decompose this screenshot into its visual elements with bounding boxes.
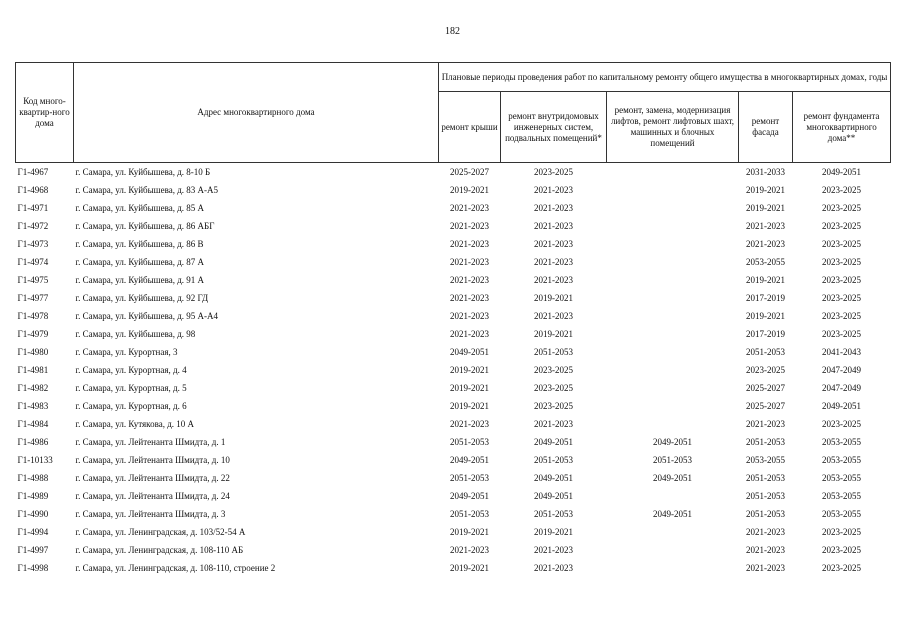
cell-elevators <box>607 307 739 325</box>
cell-address: г. Самара, ул. Лейтенанта Шмидта, д. 24 <box>75 491 230 501</box>
cell-address: г. Самара, ул. Куйбышева, д. 91 А <box>75 275 205 285</box>
cell-address: г. Самара, ул. Лейтенанта Шмидта, д. 22 <box>75 473 230 483</box>
header-facade: ремонт фасада <box>739 92 793 163</box>
header-address: Адрес многоквартирного дома <box>74 63 439 163</box>
cell-roof: 2025-2027 <box>450 167 489 177</box>
table-row <box>16 289 891 307</box>
cell-roof: 2021-2023 <box>450 419 489 429</box>
cell-engineering: 2051-2053 <box>534 455 573 465</box>
cell-foundation: 2023-2025 <box>822 221 862 231</box>
cell-address: г. Самара, ул. Курортная, 3 <box>75 347 178 357</box>
cell-engineering: 2049-2051 <box>534 491 573 501</box>
cell-foundation: 2053-2055 <box>822 491 862 501</box>
cell-code: Г1-4988 <box>17 473 49 483</box>
header-roof: ремонт крыши <box>439 92 501 163</box>
cell-engineering: 2021-2023 <box>534 545 573 555</box>
cell-elevators <box>607 559 739 577</box>
cell-roof: 2021-2023 <box>450 329 489 339</box>
cell-address: г. Самара, ул. Лейтенанта Шмидта, д. 3 <box>75 509 226 519</box>
cell-code: Г1-4994 <box>17 527 49 537</box>
cell-address: г. Самара, ул. Лейтенанта Шмидта, д. 10 <box>75 455 230 465</box>
cell-address: г. Самара, ул. Куйбышева, д. 95 А-А4 <box>75 311 219 321</box>
cell-facade: 2025-2027 <box>746 383 785 393</box>
cell-elevators: 2049-2051 <box>653 473 692 483</box>
cell-elevators <box>607 361 739 379</box>
cell-facade: 2019-2021 <box>746 275 785 285</box>
cell-roof: 2019-2021 <box>450 401 489 411</box>
cell-engineering: 2023-2025 <box>534 401 573 411</box>
cell-address: г. Самара, ул. Куйбышева, д. 87 А <box>75 257 205 267</box>
cell-engineering: 2023-2025 <box>534 383 573 393</box>
table-row <box>16 487 891 505</box>
page-number: 182 <box>445 26 460 37</box>
capital-repair-table <box>15 62 891 577</box>
cell-address: г. Самара, ул. Куйбышева, д. 83 А-А5 <box>75 185 219 195</box>
cell-elevators <box>607 235 739 253</box>
cell-code: Г1-4972 <box>17 221 49 231</box>
cell-engineering: 2021-2023 <box>534 185 573 195</box>
cell-facade: 2021-2023 <box>746 239 785 249</box>
cell-roof: 2021-2023 <box>450 203 489 213</box>
cell-foundation: 2053-2055 <box>822 473 862 483</box>
cell-roof: 2049-2051 <box>450 491 489 501</box>
cell-address: г. Самара, ул. Ленинградская, д. 103/52-54 А <box>75 527 246 537</box>
cell-engineering: 2021-2023 <box>534 221 573 231</box>
cell-roof: 2021-2023 <box>450 293 489 303</box>
cell-code: Г1-4998 <box>17 563 49 573</box>
cell-address: г. Самара, ул. Куйбышева, д. 85 А <box>75 203 205 213</box>
cell-engineering: 2021-2023 <box>534 275 573 285</box>
cell-facade: 2051-2053 <box>746 347 785 357</box>
cell-foundation: 2023-2025 <box>822 293 862 303</box>
table-row <box>16 217 891 235</box>
cell-code: Г1-4982 <box>17 383 49 393</box>
cell-facade: 2021-2023 <box>746 221 785 231</box>
cell-code: Г1-4973 <box>17 239 49 249</box>
cell-foundation: 2023-2025 <box>822 185 862 195</box>
header-code: Код много-квартир-ного дома <box>16 63 74 163</box>
cell-elevators <box>607 487 739 505</box>
table-row <box>16 415 891 433</box>
cell-foundation: 2023-2025 <box>822 275 862 285</box>
cell-foundation: 2047-2049 <box>822 365 862 375</box>
cell-roof: 2021-2023 <box>450 275 489 285</box>
header-periods-group: Плановые периоды проведения работ по капитальному ремонту общего имущества в многоквартирных домах, годы <box>439 63 891 92</box>
cell-address: г. Самара, ул. Ленинградская, д. 108-110, строение 2 <box>75 563 276 573</box>
cell-elevators <box>607 523 739 541</box>
table-row <box>16 325 891 343</box>
cell-address: г. Самара, ул. Кутякова, д. 10 А <box>75 419 195 429</box>
cell-code: Г1-4986 <box>17 437 49 447</box>
cell-foundation: 2023-2025 <box>822 257 862 267</box>
cell-engineering: 2019-2021 <box>534 293 573 303</box>
table-row <box>16 397 891 415</box>
cell-address: г. Самара, ул. Куйбышева, д. 86 АБГ <box>75 221 215 231</box>
table-row <box>16 361 891 379</box>
cell-roof: 2051-2053 <box>450 437 489 447</box>
cell-engineering: 2049-2051 <box>534 473 573 483</box>
cell-facade: 2021-2023 <box>746 563 785 573</box>
cell-foundation: 2049-2051 <box>822 401 862 411</box>
table-row <box>16 523 891 541</box>
cell-foundation: 2023-2025 <box>822 239 862 249</box>
table-row <box>16 505 891 523</box>
cell-elevators <box>607 163 739 182</box>
cell-address: г. Самара, ул. Куйбышева, д. 86 В <box>75 239 204 249</box>
cell-roof: 2049-2051 <box>450 347 489 357</box>
table-row <box>16 181 891 199</box>
cell-facade: 2021-2023 <box>746 545 785 555</box>
table-row <box>16 235 891 253</box>
cell-engineering: 2051-2053 <box>534 509 573 519</box>
cell-facade: 2025-2027 <box>746 401 785 411</box>
cell-foundation: 2023-2025 <box>822 563 862 573</box>
cell-elevators <box>607 289 739 307</box>
cell-code: Г1-4967 <box>17 167 49 177</box>
cell-foundation: 2053-2055 <box>822 509 862 519</box>
cell-foundation: 2049-2051 <box>822 167 862 177</box>
header-elevators: ремонт, замена, модернизация лифтов, ремонт лифтовых шахт, машинных и блочных помещений <box>607 92 739 163</box>
cell-facade: 2053-2055 <box>746 257 785 267</box>
cell-code: Г1-4990 <box>17 509 49 519</box>
cell-code: Г1-4968 <box>17 185 49 195</box>
cell-facade: 2017-2019 <box>746 293 785 303</box>
table-row <box>16 163 891 182</box>
table-row <box>16 559 891 577</box>
cell-elevators <box>607 541 739 559</box>
table-row <box>16 199 891 217</box>
cell-roof: 2021-2023 <box>450 311 489 321</box>
cell-roof: 2021-2023 <box>450 221 489 231</box>
table-row <box>16 469 891 487</box>
cell-roof: 2021-2023 <box>450 545 489 555</box>
cell-engineering: 2021-2023 <box>534 239 573 249</box>
cell-facade: 2017-2019 <box>746 329 785 339</box>
cell-roof: 2019-2021 <box>450 527 489 537</box>
cell-roof: 2021-2023 <box>450 257 489 267</box>
cell-elevators <box>607 415 739 433</box>
table-row <box>16 271 891 289</box>
cell-engineering: 2021-2023 <box>534 257 573 267</box>
cell-engineering: 2019-2021 <box>534 527 573 537</box>
cell-roof: 2019-2021 <box>450 185 489 195</box>
cell-facade: 2019-2021 <box>746 203 785 213</box>
cell-address: г. Самара, ул. Курортная, д. 4 <box>75 365 187 375</box>
cell-address: г. Самара, ул. Курортная, д. 6 <box>75 401 187 411</box>
cell-address: г. Самара, ул. Куйбышева, д. 8-10 Б <box>75 167 211 177</box>
cell-code: Г1-4974 <box>17 257 49 267</box>
cell-engineering: 2019-2021 <box>534 329 573 339</box>
header-foundation: ремонт фундамента многоквартирного дома** <box>793 92 891 163</box>
cell-facade: 2023-2025 <box>746 365 785 375</box>
cell-elevators <box>607 199 739 217</box>
table-row <box>16 253 891 271</box>
cell-elevators: 2049-2051 <box>653 437 692 447</box>
cell-elevators <box>607 397 739 415</box>
cell-address: г. Самара, ул. Ленинградская, д. 108-110 АБ <box>75 545 244 555</box>
table-row <box>16 433 891 451</box>
cell-facade: 2021-2023 <box>746 527 785 537</box>
cell-facade: 2031-2033 <box>746 167 785 177</box>
cell-facade: 2019-2021 <box>746 311 785 321</box>
cell-elevators <box>607 379 739 397</box>
cell-facade: 2019-2021 <box>746 185 785 195</box>
cell-elevators <box>607 325 739 343</box>
cell-engineering: 2021-2023 <box>534 203 573 213</box>
cell-facade: 2051-2053 <box>746 491 785 501</box>
table-row <box>16 307 891 325</box>
header-engineering: ремонт внутридомовых инженерных систем, подвальных помещений* <box>501 92 607 163</box>
cell-engineering: 2023-2025 <box>534 167 573 177</box>
cell-code: Г1-4971 <box>17 203 49 213</box>
cell-engineering: 2021-2023 <box>534 419 573 429</box>
table-row <box>16 451 891 469</box>
cell-code: Г1-4975 <box>17 275 49 285</box>
cell-facade: 2021-2023 <box>746 419 785 429</box>
cell-roof: 2019-2021 <box>450 563 489 573</box>
cell-foundation: 2023-2025 <box>822 329 862 339</box>
cell-facade: 2051-2053 <box>746 509 785 519</box>
cell-foundation: 2023-2025 <box>822 203 862 213</box>
table-row <box>16 343 891 361</box>
cell-address: г. Самара, ул. Куйбышева, д. 92 ГД <box>75 293 209 303</box>
cell-code: Г1-10133 <box>17 455 53 465</box>
cell-address: г. Самара, ул. Курортная, д. 5 <box>75 383 187 393</box>
cell-engineering: 2021-2023 <box>534 563 573 573</box>
cell-engineering: 2049-2051 <box>534 437 573 447</box>
cell-engineering: 2021-2023 <box>534 311 573 321</box>
cell-foundation: 2047-2049 <box>822 383 862 393</box>
table-row <box>16 541 891 559</box>
cell-elevators <box>607 253 739 271</box>
cell-elevators <box>607 343 739 361</box>
cell-foundation: 2023-2025 <box>822 419 862 429</box>
cell-facade: 2053-2055 <box>746 455 785 465</box>
cell-foundation: 2023-2025 <box>822 311 862 321</box>
cell-code: Г1-4978 <box>17 311 49 321</box>
cell-foundation: 2053-2055 <box>822 455 862 465</box>
cell-roof: 2019-2021 <box>450 383 489 393</box>
cell-engineering: 2023-2025 <box>534 365 573 375</box>
cell-elevators: 2049-2051 <box>653 509 692 519</box>
cell-foundation: 2023-2025 <box>822 527 862 537</box>
cell-code: Г1-4997 <box>17 545 49 555</box>
cell-code: Г1-4980 <box>17 347 49 357</box>
cell-elevators <box>607 271 739 289</box>
cell-facade: 2051-2053 <box>746 437 785 447</box>
cell-roof: 2021-2023 <box>450 239 489 249</box>
cell-facade: 2051-2053 <box>746 473 785 483</box>
table-body <box>16 163 891 578</box>
cell-elevators <box>607 217 739 235</box>
cell-roof: 2049-2051 <box>450 455 489 465</box>
cell-roof: 2051-2053 <box>450 473 489 483</box>
cell-code: Г1-4981 <box>17 365 49 375</box>
cell-code: Г1-4977 <box>17 293 49 303</box>
cell-roof: 2051-2053 <box>450 509 489 519</box>
cell-foundation: 2053-2055 <box>822 437 862 447</box>
cell-code: Г1-4979 <box>17 329 49 339</box>
cell-roof: 2019-2021 <box>450 365 489 375</box>
cell-code: Г1-4989 <box>17 491 49 501</box>
cell-engineering: 2051-2053 <box>534 347 573 357</box>
cell-code: Г1-4983 <box>17 401 49 411</box>
cell-code: Г1-4984 <box>17 419 49 429</box>
cell-foundation: 2041-2043 <box>822 347 862 357</box>
cell-elevators: 2051-2053 <box>653 455 692 465</box>
cell-address: г. Самара, ул. Куйбышева, д. 98 <box>75 329 196 339</box>
cell-elevators <box>607 181 739 199</box>
table-row <box>16 379 891 397</box>
cell-address: г. Самара, ул. Лейтенанта Шмидта, д. 1 <box>75 437 226 447</box>
cell-foundation: 2023-2025 <box>822 545 862 555</box>
